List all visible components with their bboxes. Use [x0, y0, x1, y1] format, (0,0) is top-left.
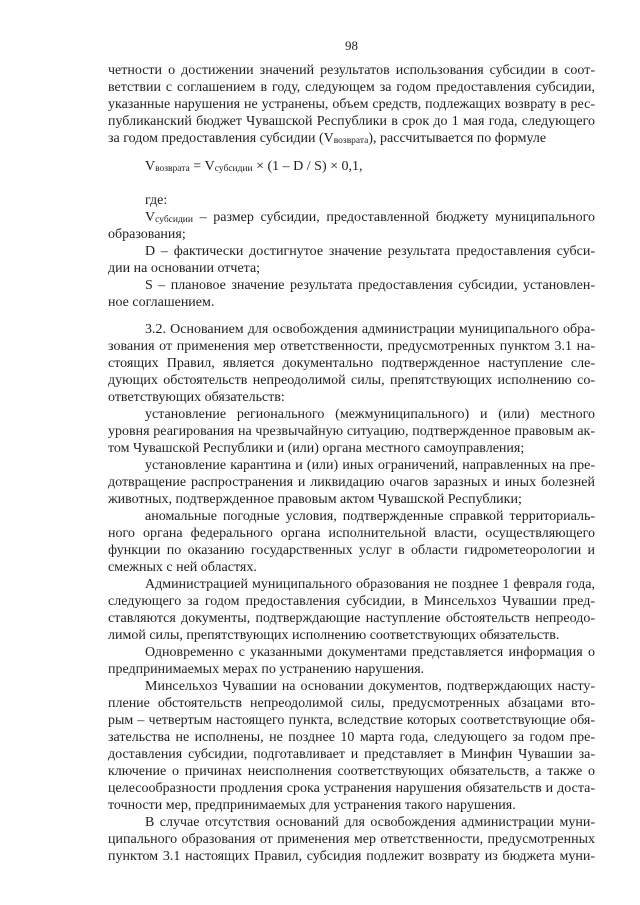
formula-symbol: = V [189, 159, 215, 174]
formula-symbol: V [145, 159, 156, 174]
page-number: 98 [345, 38, 358, 53]
text-line: ключение о причинах неисполнения соответствующих обязательств, а также о [108, 764, 595, 779]
text-line: S – плановое значение результата предоставления субсидии, установлен- [145, 278, 595, 293]
text-line: ответствующих обязательств: [108, 390, 285, 405]
text-line: целесообразности продления срока устранения нарушения обязательств и доста- [108, 781, 595, 796]
text-line: ципального образования от применения мер ответственности, предусмотренных [108, 832, 595, 847]
text-line: Одновременно с указанными документами представляется информация о [145, 645, 595, 660]
text-line: пление обстоятельств непреодолимой силы, предусмотренных абзацами вто- [108, 696, 595, 711]
text-line: В случае отсутствия оснований для освобождения администрации муни- [145, 815, 595, 830]
text-line: дотвращение распространения и ликвидацию очагов заразных и иных болезней [108, 475, 595, 490]
paragraph [108, 321, 595, 406]
text-line: доставления субсидии, подготавливает и представляет в Минфин Чувашии за- [108, 747, 595, 762]
text-line: предпринимаемых мерах по устранению нарушения. [108, 662, 425, 677]
text-line: том Чувашской Республики и (или) органа местного самоуправления; [108, 441, 525, 456]
subscript: возврата [333, 136, 369, 146]
definitions [108, 192, 595, 311]
text-line: точности мер, предпринимаемых для устранения такого нарушения. [108, 798, 516, 813]
subscript: субсидии [155, 215, 193, 225]
where-label: где: [145, 193, 168, 208]
text-segment: – размер субсидии, предоставленной бюджету муниципального [192, 210, 595, 225]
text-line: публиканский бюджет Чувашской Республики в срок до 1 мая года, следующего [108, 114, 595, 129]
text-line: ного органа федерального органа исполнительной власти, осуществляющего [108, 526, 595, 541]
text-line: указанные нарушения не устранены, объем средств, подлежащих возврату в рес- [108, 97, 595, 112]
text-line: ветствии с соглашением в году, следующем за годом предоставления субсидии, [108, 80, 595, 95]
text-line: четности о достижении значений результатов использования субсидии в соот- [108, 63, 595, 78]
paragraph [108, 508, 595, 576]
text-line: установление регионального (межмуниципального) и (или) местного [145, 407, 595, 422]
text-line: ное соглашением. [108, 295, 215, 310]
text-line: животных, подтвержденное правовым актом Чувашской Республики; [108, 492, 522, 507]
text-line: D – фактически достигнутое значение результата предоставления субси- [145, 244, 595, 259]
text-line: лимой силы, препятствующих исполнению соответствующих обязательств. [108, 628, 560, 643]
subscript: возврата [155, 164, 190, 174]
text-line: функции по оказанию государственных услуг в области гидрометеорологии и [108, 543, 595, 558]
text-line: 3.2. Основанием для освобождения администрации муниципального обра- [145, 322, 595, 337]
text-line: пунктом 3.1 настоящих Правил, субсидия подлежит возврату из бюджета муни- [108, 849, 595, 864]
subscript: субсидии [214, 164, 253, 174]
text-line: аномальные погодные условия, подтвержденные справкой территориаль- [145, 509, 595, 524]
formula-symbol: V [145, 210, 156, 225]
text-segment: ), рассчитывается по формуле [368, 131, 547, 146]
text-line: стоящих Правил, является документально подтвержденное наступление сле- [108, 356, 595, 371]
text-line: ставляются документы, подтверждающие наступление обстоятельств непреодо- [108, 611, 595, 626]
text-segment: за годом предоставления субсидии (V [108, 131, 334, 146]
paragraph-intro [108, 62, 595, 147]
paragraph [108, 644, 595, 678]
text-line: Администрацией муниципального образования не позднее 1 февраля года, [145, 577, 595, 592]
paragraph [108, 457, 595, 508]
text-line: зования от применения мер ответственности, предусмотренных пунктом 3.1 на- [108, 339, 595, 354]
formula [145, 158, 595, 175]
formula-block [108, 158, 595, 175]
paragraph [108, 814, 595, 865]
text-line: Минсельхоз Чувашии на основании документов, подтверждающих насту- [145, 679, 595, 694]
text-line: следующего за годом предоставления субсидии, в Минсельхоз Чувашии пред- [108, 594, 595, 609]
section-3-2 [108, 321, 595, 865]
text-line: смежных с ней областях. [108, 560, 257, 575]
formula-rest: × (1 – D / S) × 0,1, [252, 159, 363, 174]
text-line [108, 130, 595, 147]
text-line: зательства не исполнены, не позднее 10 марта года, следующего за годом пре- [108, 730, 595, 745]
text-line: рым – четвертым настоящего пункта, вследствие которых соответствующие обя- [108, 713, 595, 728]
paragraph [108, 678, 595, 814]
text-line: образования; [108, 227, 186, 242]
text-line: уровня реагирования на чрезвычайную ситуацию, подтвержденное правовым ак- [108, 424, 595, 439]
paragraph [108, 406, 595, 457]
text-line: установление карантина и (или) иных ограничений, направленных на пре- [145, 458, 595, 473]
text-line: дии на основании отчета; [108, 261, 261, 276]
paragraph [108, 576, 595, 644]
text-line [145, 209, 595, 226]
text-line: дующих обстоятельств непреодолимой силы, препятствующих исполнению со- [108, 373, 595, 388]
